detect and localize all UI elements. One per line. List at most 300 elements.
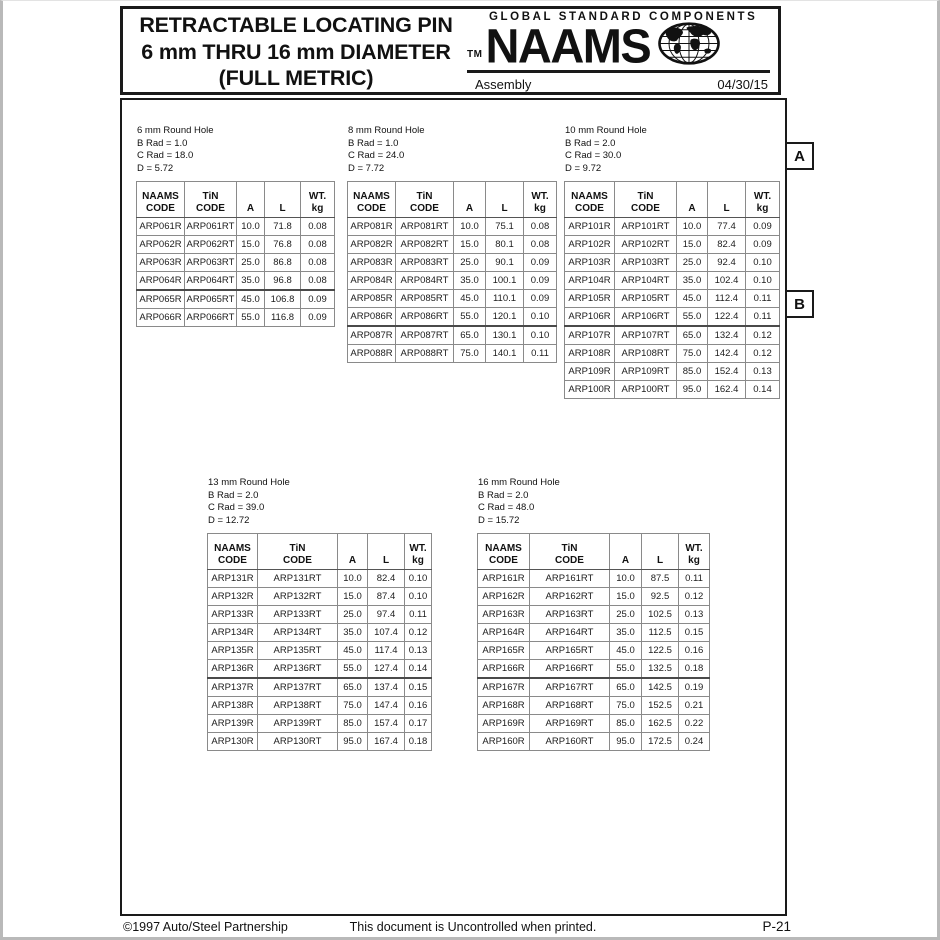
info-line: C Rad = 48.0 <box>478 502 535 513</box>
table-cell: ARP100RT <box>615 381 677 399</box>
table-cell: ARP135R <box>208 642 258 660</box>
table-cell: ARP132R <box>208 588 258 606</box>
table-cell: 35.0 <box>338 624 368 642</box>
table-cell: 0.08 <box>301 254 335 272</box>
info-line: D = 9.72 <box>565 162 602 174</box>
column-header-line: NAAMS <box>571 191 608 202</box>
table-row <box>348 218 557 236</box>
table-row <box>478 642 710 660</box>
table-cell: 0.10 <box>524 326 557 345</box>
table-row <box>348 345 557 363</box>
column-header <box>185 182 237 218</box>
column-header-line: L <box>279 202 286 214</box>
table-cell: ARP137RT <box>258 678 338 697</box>
table-cell: ARP133RT <box>258 606 338 624</box>
table-cell: ARP168R <box>478 697 530 715</box>
table-cell: ARP161R <box>478 570 530 588</box>
table-cell: 0.10 <box>746 272 780 290</box>
table-cell: 15.0 <box>610 588 642 606</box>
table-cell: 0.08 <box>301 272 335 291</box>
table-cell: 0.11 <box>746 290 780 308</box>
info-line: D = 5.72 <box>137 162 174 174</box>
table-cell: 0.08 <box>301 236 335 254</box>
column-header-line: L <box>501 202 508 214</box>
table-cell: ARP169R <box>478 715 530 733</box>
table-info-8mm <box>348 125 557 175</box>
table-cell: 75.1 <box>486 218 524 236</box>
column-header <box>265 182 301 218</box>
table-cell: 127.4 <box>368 660 405 679</box>
table-row <box>137 309 335 327</box>
table-cell: ARP137R <box>208 678 258 697</box>
table-cell: 0.24 <box>679 733 710 751</box>
table-cell: 0.18 <box>679 660 710 679</box>
table-cell: 122.4 <box>708 308 746 327</box>
table-cell: ARP087RT <box>396 326 454 345</box>
table-cell: 0.11 <box>679 570 710 588</box>
table-cell: ARP163RT <box>530 606 610 624</box>
table-cell: 25.0 <box>237 254 265 272</box>
table-cell: 0.14 <box>746 381 780 399</box>
table-cell: 0.09 <box>746 236 780 254</box>
table-cell: 100.1 <box>486 272 524 290</box>
table-cell: 0.12 <box>746 345 780 363</box>
table-cell: ARP139RT <box>258 715 338 733</box>
info-line: D = 7.72 <box>348 162 385 174</box>
info-line: B Rad = 2.0 <box>208 489 259 501</box>
table-cell: 137.4 <box>368 678 405 697</box>
table-cell: ARP063RT <box>185 254 237 272</box>
column-header-line: TiN <box>289 543 306 554</box>
column-header-line: CODE <box>555 554 584 566</box>
table-cell: 152.5 <box>642 697 679 715</box>
table-cell: ARP108RT <box>615 345 677 363</box>
column-header-line: TiN <box>202 191 219 202</box>
section-marker-a: A <box>785 142 814 170</box>
table-cell: ARP161RT <box>530 570 610 588</box>
column-header <box>405 534 432 570</box>
table-cell: 0.10 <box>524 308 557 327</box>
table-cell: 15.0 <box>677 236 708 254</box>
table-cell: ARP130R <box>208 733 258 751</box>
column-header-line: WT. <box>531 191 549 202</box>
table-cell: 35.0 <box>610 624 642 642</box>
table-cell: ARP104RT <box>615 272 677 290</box>
table-cell: 77.4 <box>708 218 746 236</box>
table-cell: 102.5 <box>642 606 679 624</box>
table-cell: 0.09 <box>746 218 780 236</box>
table-cell: 96.8 <box>265 272 301 291</box>
column-header <box>301 182 335 218</box>
table-cell: ARP138R <box>208 697 258 715</box>
table-cell: 0.15 <box>405 678 432 697</box>
table-row <box>565 254 780 272</box>
table-row <box>208 642 432 660</box>
table-cell: 140.1 <box>486 345 524 363</box>
table-cell: ARP107R <box>565 326 615 345</box>
table-cell: 35.0 <box>454 272 486 290</box>
table-cell: ARP088R <box>348 345 396 363</box>
table-row <box>208 660 432 679</box>
info-line: C Rad = 18.0 <box>137 150 194 161</box>
column-header <box>368 534 405 570</box>
table-cell: ARP061RT <box>185 218 237 236</box>
footer-page-number: P-21 <box>762 919 791 934</box>
table-row <box>478 678 710 697</box>
table-row <box>137 254 335 272</box>
table-cell: 0.10 <box>405 588 432 606</box>
table-cell: ARP133R <box>208 606 258 624</box>
table-cell: 82.4 <box>708 236 746 254</box>
table-cell: ARP162R <box>478 588 530 606</box>
table-cell: ARP106RT <box>615 308 677 327</box>
table-cell: 0.08 <box>301 218 335 236</box>
pin-table-6mm <box>136 181 335 327</box>
column-header-line: WT. <box>753 191 772 202</box>
info-line: C Rad = 24.0 <box>348 150 405 161</box>
table-cell: 0.19 <box>679 678 710 697</box>
column-header-line: NAAMS <box>214 543 251 554</box>
table-row <box>478 588 710 606</box>
table-cell: 65.0 <box>677 326 708 345</box>
table-row <box>208 678 432 697</box>
table-row <box>565 345 780 363</box>
table-cell: 102.4 <box>708 272 746 290</box>
table-cell: 0.13 <box>746 363 780 381</box>
table-cell: 10.0 <box>237 218 265 236</box>
column-header-line: CODE <box>631 202 660 214</box>
table-cell: ARP085RT <box>396 290 454 308</box>
column-header-line: TiN <box>637 191 654 202</box>
table-cell: ARP131RT <box>258 570 338 588</box>
table-cell: 157.4 <box>368 715 405 733</box>
column-header <box>237 182 265 218</box>
table-cell: ARP082R <box>348 236 396 254</box>
table-cell: ARP109R <box>565 363 615 381</box>
table-cell: 106.8 <box>265 290 301 309</box>
page-title <box>127 12 465 92</box>
table-cell: ARP139R <box>208 715 258 733</box>
table-info-6mm <box>137 125 335 175</box>
column-header-line: A <box>688 202 696 214</box>
table-cell: 132.4 <box>708 326 746 345</box>
column-header-line: kg <box>688 554 700 566</box>
table-row <box>208 715 432 733</box>
column-header-line: CODE <box>218 554 247 566</box>
column-header-line: A <box>246 202 255 214</box>
table-cell: 71.8 <box>265 218 301 236</box>
trademark-symbol: TM <box>467 49 483 60</box>
table-row <box>208 733 432 751</box>
column-header-line: A <box>348 554 357 566</box>
column-header-line: CODE <box>410 202 439 214</box>
table-cell: 130.1 <box>486 326 524 345</box>
header-row <box>208 534 432 570</box>
table-cell: 0.12 <box>746 326 780 345</box>
table-cell: 0.10 <box>405 570 432 588</box>
table-row <box>208 697 432 715</box>
table-block-10mm <box>564 125 780 399</box>
table-row <box>478 624 710 642</box>
table-cell: 0.18 <box>405 733 432 751</box>
table-cell: ARP165RT <box>530 642 610 660</box>
column-header <box>677 182 708 218</box>
table-row <box>565 272 780 290</box>
info-line: 8 mm Round Hole <box>348 125 425 136</box>
table-cell: ARP164RT <box>530 624 610 642</box>
table-row <box>565 363 780 381</box>
table-cell: 0.08 <box>524 218 557 236</box>
table-cell: ARP103RT <box>615 254 677 272</box>
table-row <box>565 381 780 399</box>
table-cell: ARP061R <box>137 218 185 236</box>
table-row <box>137 218 335 236</box>
table-row <box>478 606 710 624</box>
table-row <box>348 326 557 345</box>
column-header-line: NAAMS <box>353 191 390 202</box>
table-cell: 0.14 <box>405 660 432 679</box>
table-cell: 0.09 <box>524 254 557 272</box>
title-line-2: 6 mm THRU 16 mm DIAMETER <box>141 39 451 64</box>
table-cell: 25.0 <box>610 606 642 624</box>
table-cell: 152.4 <box>708 363 746 381</box>
table-row <box>565 308 780 327</box>
table-cell: ARP081R <box>348 218 396 236</box>
table-cell: ARP164R <box>478 624 530 642</box>
table-cell: 0.11 <box>746 308 780 327</box>
table-cell: ARP082RT <box>396 236 454 254</box>
info-line: B Rad = 2.0 <box>565 137 616 149</box>
table-cell: 167.4 <box>368 733 405 751</box>
info-line: 16 mm Round Hole <box>478 477 560 488</box>
table-cell: 15.0 <box>338 588 368 606</box>
header-row <box>478 534 710 570</box>
pin-table-8mm <box>347 181 557 363</box>
table-cell: ARP106R <box>565 308 615 327</box>
table-cell: 97.4 <box>368 606 405 624</box>
table-cell: ARP088RT <box>396 345 454 363</box>
table-cell: 95.0 <box>677 381 708 399</box>
table-row <box>565 218 780 236</box>
column-header-line: kg <box>756 202 769 214</box>
table-cell: ARP086R <box>348 308 396 327</box>
table-cell: ARP103R <box>565 254 615 272</box>
table-cell: ARP138RT <box>258 697 338 715</box>
table-cell: 0.17 <box>405 715 432 733</box>
column-header-line: L <box>723 202 730 214</box>
table-cell: ARP100R <box>565 381 615 399</box>
table-info-16mm <box>478 477 710 527</box>
table-cell: 90.1 <box>486 254 524 272</box>
header-box <box>120 6 781 95</box>
table-cell: 65.0 <box>610 678 642 697</box>
column-header-line: CODE <box>196 202 225 214</box>
table-cell: ARP166RT <box>530 660 610 679</box>
info-line: 6 mm Round Hole <box>137 125 214 136</box>
table-cell: 15.0 <box>237 236 265 254</box>
table-row <box>478 733 710 751</box>
section-marker-b: B <box>785 290 814 318</box>
info-line: B Rad = 1.0 <box>137 137 188 149</box>
column-header-line: L <box>656 554 664 566</box>
table-cell: ARP083RT <box>396 254 454 272</box>
table-row <box>348 308 557 327</box>
table-cell: 107.4 <box>368 624 405 642</box>
table-cell: 65.0 <box>454 326 486 345</box>
column-header <box>348 182 396 218</box>
table-cell: ARP134R <box>208 624 258 642</box>
table-cell: 142.4 <box>708 345 746 363</box>
table-cell: 25.0 <box>338 606 368 624</box>
column-header <box>524 182 557 218</box>
table-cell: 55.0 <box>454 308 486 327</box>
table-cell: 116.8 <box>265 309 301 327</box>
column-header-line: WT. <box>308 191 327 202</box>
table-row <box>478 715 710 733</box>
column-header <box>615 182 677 218</box>
table-cell: ARP162RT <box>530 588 610 606</box>
table-cell: ARP107RT <box>615 326 677 345</box>
info-line: C Rad = 30.0 <box>565 150 622 161</box>
table-cell: ARP108R <box>565 345 615 363</box>
table-cell: ARP063R <box>137 254 185 272</box>
table-block-6mm <box>136 125 335 327</box>
header-row <box>348 182 557 218</box>
table-row <box>478 660 710 679</box>
table-cell: ARP102RT <box>615 236 677 254</box>
table-row <box>208 624 432 642</box>
table-cell: 45.0 <box>610 642 642 660</box>
table-cell: ARP081RT <box>396 218 454 236</box>
table-cell: 75.0 <box>454 345 486 363</box>
table-cell: 45.0 <box>237 290 265 309</box>
table-cell: 92.4 <box>708 254 746 272</box>
info-line: 10 mm Round Hole <box>565 125 647 136</box>
table-cell: 35.0 <box>677 272 708 290</box>
table-cell: 162.4 <box>708 381 746 399</box>
table-cell: 0.13 <box>679 606 710 624</box>
table-cell: ARP135RT <box>258 642 338 660</box>
table-cell: ARP160R <box>478 733 530 751</box>
table-cell: 55.0 <box>338 660 368 679</box>
globe-icon <box>657 21 721 66</box>
column-header-line: A <box>465 202 474 214</box>
table-row <box>348 236 557 254</box>
table-row <box>137 290 335 309</box>
table-cell: 122.5 <box>642 642 679 660</box>
pin-table-13mm <box>207 533 432 751</box>
revision-date: 04/30/15 <box>717 77 768 92</box>
table-cell: ARP105R <box>565 290 615 308</box>
table-cell: 95.0 <box>338 733 368 751</box>
table-cell: 0.09 <box>524 272 557 290</box>
table-cell: ARP165R <box>478 642 530 660</box>
table-row <box>348 272 557 290</box>
table-cell: 55.0 <box>610 660 642 679</box>
table-cell: 0.08 <box>524 236 557 254</box>
table-row <box>348 290 557 308</box>
table-cell: ARP087R <box>348 326 396 345</box>
table-cell: 75.0 <box>610 697 642 715</box>
table-cell: ARP136RT <box>258 660 338 679</box>
table-cell: ARP105RT <box>615 290 677 308</box>
table-cell: 87.5 <box>642 570 679 588</box>
column-header <box>708 182 746 218</box>
table-cell: ARP065RT <box>185 290 237 309</box>
table-cell: 112.4 <box>708 290 746 308</box>
table-cell: 10.0 <box>454 218 486 236</box>
table-cell: 82.4 <box>368 570 405 588</box>
table-cell: 0.11 <box>405 606 432 624</box>
table-info-13mm <box>208 477 432 527</box>
naams-logo: NAAMS <box>485 18 651 73</box>
table-cell: 45.0 <box>677 290 708 308</box>
table-cell: ARP130RT <box>258 733 338 751</box>
table-cell: 75.0 <box>338 697 368 715</box>
footer-copyright: ©1997 Auto/Steel Partnership <box>123 920 288 934</box>
table-row <box>208 606 432 624</box>
table-cell: ARP109RT <box>615 363 677 381</box>
table-block-8mm <box>347 125 557 363</box>
pin-table-16mm <box>477 533 710 751</box>
column-header-line: WT. <box>685 543 703 554</box>
table-row <box>478 570 710 588</box>
column-header <box>679 534 710 570</box>
column-header-line: TiN <box>561 543 578 554</box>
column-header-line: kg <box>534 202 546 214</box>
table-row <box>137 272 335 291</box>
column-header <box>137 182 185 218</box>
table-cell: 0.12 <box>679 588 710 606</box>
table-cell: ARP083R <box>348 254 396 272</box>
table-info-10mm <box>565 125 780 175</box>
table-cell: 25.0 <box>454 254 486 272</box>
table-cell: 92.5 <box>642 588 679 606</box>
column-header <box>454 182 486 218</box>
column-header <box>610 534 642 570</box>
table-cell: ARP086RT <box>396 308 454 327</box>
header-row <box>565 182 780 218</box>
table-cell: 112.5 <box>642 624 679 642</box>
table-cell: ARP132RT <box>258 588 338 606</box>
table-cell: 0.21 <box>679 697 710 715</box>
table-cell: ARP166R <box>478 660 530 679</box>
table-cell: 172.5 <box>642 733 679 751</box>
main-frame <box>120 98 787 916</box>
table-row <box>478 697 710 715</box>
table-cell: 142.5 <box>642 678 679 697</box>
table-cell: ARP169RT <box>530 715 610 733</box>
table-cell: 87.4 <box>368 588 405 606</box>
doc-type-label: Assembly <box>475 77 532 92</box>
info-line: D = 12.72 <box>208 514 250 526</box>
table-cell: 85.0 <box>338 715 368 733</box>
table-cell: 85.0 <box>677 363 708 381</box>
table-cell: 0.09 <box>301 309 335 327</box>
header-row <box>137 182 335 218</box>
logo-row <box>467 18 770 73</box>
table-cell: 65.0 <box>338 678 368 697</box>
table-cell: 55.0 <box>677 308 708 327</box>
table-cell: 147.4 <box>368 697 405 715</box>
column-header-line: kg <box>412 554 424 566</box>
pin-table-10mm <box>564 181 780 399</box>
table-cell: 25.0 <box>677 254 708 272</box>
table-cell: 45.0 <box>454 290 486 308</box>
column-header <box>565 182 615 218</box>
table-cell: 35.0 <box>237 272 265 291</box>
table-cell: ARP062R <box>137 236 185 254</box>
